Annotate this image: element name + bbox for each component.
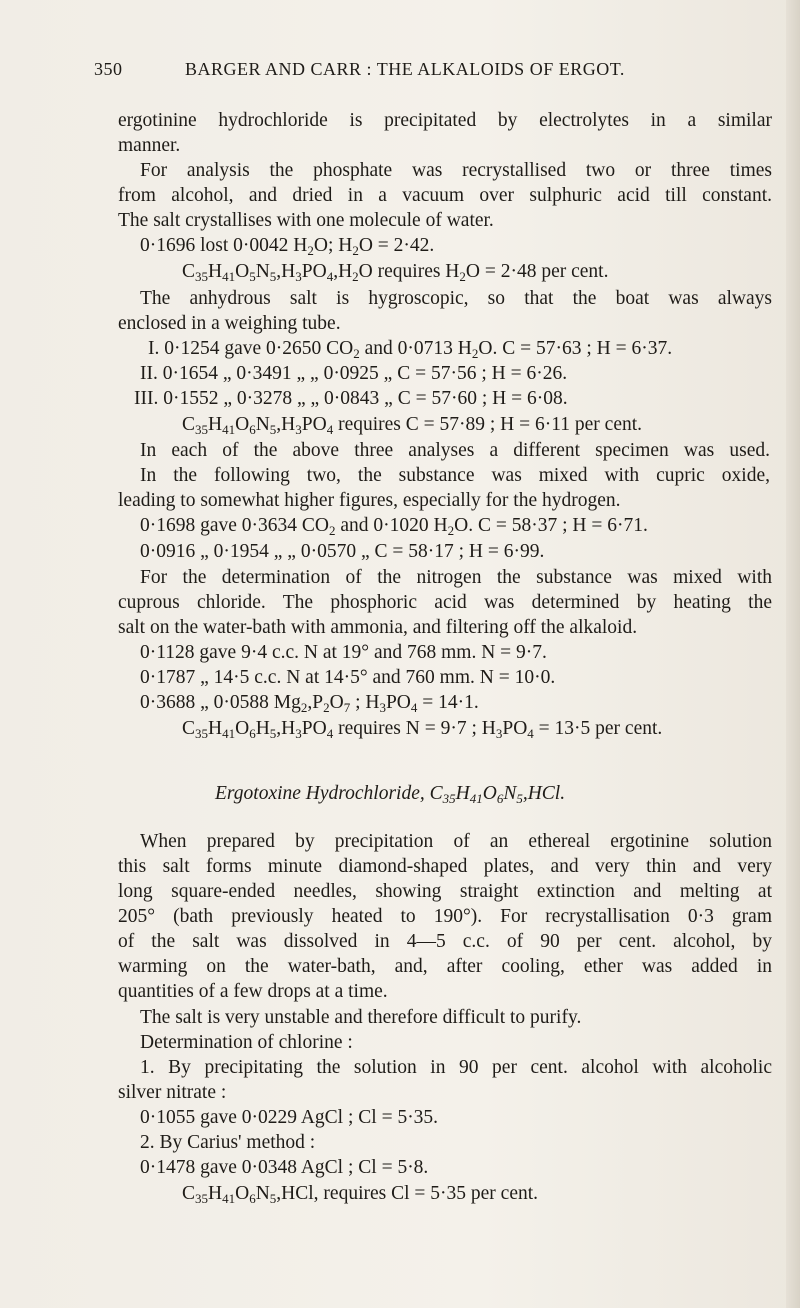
text-line: 0·0916 „ 0·1954 „ „ 0·0570 „ C = 58·17 ; H = 6·99. bbox=[140, 541, 545, 562]
text-line: quantities of a few drops at a time. bbox=[118, 981, 388, 1002]
text-line: $C_{35}H_{41}O_6N_5,HCl$, requires Cl = 5·35 per cent. bbox=[182, 1183, 539, 1206]
text-line: $C_{35}H_{41}O_6N_5,H_3PO_4$ requires C = 57·89 ; H = 6·11 per cent. bbox=[182, 414, 643, 437]
text-line: In each of the above three analyses a different specimen was used. bbox=[140, 440, 770, 461]
text-line: III. 0·1552 „ 0·3278 „ „ 0·0843 „ C = 57·60 ; H = 6·08. bbox=[134, 388, 568, 409]
text-line: $C_{35}H_{41}O_6H_5,H_3PO_4$ requires N = 9·7 ; $H_3PO_4 = 13\cdot 5$ per cent. bbox=[182, 718, 663, 741]
text-line: For analysis the phosphate was recrystallised two or three times bbox=[140, 160, 772, 181]
text-line: 0·1787 „ 14·5 c.c. N at 14·5° and 760 mm. N = 10·0. bbox=[140, 667, 556, 688]
text-line: II. 0·1654 „ 0·3491 „ „ 0·0925 „ C = 57·56 ; H = 6·26. bbox=[140, 363, 568, 384]
text-line: silver nitrate : bbox=[118, 1082, 227, 1103]
text-line: cuprous chloride. The phosphoric acid was determined by heating the bbox=[118, 592, 772, 613]
text-line: 0·1055 gave 0·0229 AgCl ; Cl = 5·35. bbox=[140, 1107, 439, 1128]
text-line: 1. By precipitating the solution in 90 per cent. alcohol with alcoholic bbox=[140, 1057, 772, 1078]
text-line: 0·1698 gave 0·3634 $CO_2$ and 0·1020 $H_2O$. C = 58·37 ; H = 6·71. bbox=[140, 515, 648, 538]
page-edge bbox=[786, 0, 800, 1308]
text-line: I. 0·1254 gave 0·2650 $CO_2$ and 0·0713 $H_2O$. C = 57·63 ; H = 6·37. bbox=[148, 338, 673, 361]
text-line: salt on the water-bath with ammonia, and filtering off the alkaloid. bbox=[118, 617, 638, 638]
text-line: In the following two, the substance was mixed with cupric oxide, bbox=[140, 465, 770, 486]
text-line: warming on the water-bath, and, after cooling, ether was added in bbox=[118, 956, 772, 977]
text-line: long square-ended needles, showing straight extinction and melting at bbox=[118, 881, 772, 902]
text-line: 2. By Carius' method : bbox=[140, 1132, 316, 1153]
text-line: The salt crystallises with one molecule of water. bbox=[118, 210, 494, 231]
text-line: For the determination of the nitrogen the substance was mixed with bbox=[140, 567, 772, 588]
text-line: 0·3688 „ 0·0588 $Mg_2,P_2O_7$ ; $H_3PO_4 = 14\cdot 1$. bbox=[140, 692, 479, 715]
text-line: 0·1478 gave 0·0348 AgCl ; Cl = 5·8. bbox=[140, 1157, 429, 1178]
text-line: $C_{35}H_{41}O_5N_5,H_3PO_4,H_2O$ requires $H_2O = 2\cdot 48$ per cent. bbox=[182, 261, 609, 284]
text-line: 0·1128 gave 9·4 c.c. N at 19° and 768 mm. N = 9·7. bbox=[140, 642, 547, 663]
text-line: The anhydrous salt is hygroscopic, so that the boat was always bbox=[140, 288, 772, 309]
text-line: manner. bbox=[118, 135, 181, 156]
text-line: of the salt was dissolved in 4—5 c.c. of 90 per cent. alcohol, by bbox=[118, 931, 772, 952]
section-title: Ergotoxine Hydrochloride, $C_{35}H_{41}O_6N_5,HCl$. bbox=[215, 783, 566, 806]
text-line: ergotinine hydrochloride is precipitated by electrolytes in a similar bbox=[118, 110, 772, 131]
text-line: enclosed in a weighing tube. bbox=[118, 313, 341, 334]
text-line: from alcohol, and dried in a vacuum over sulphuric acid till constant. bbox=[118, 185, 772, 206]
text-line: 0·1696 lost 0·0042 $H_2O$; $H_2O = 2\cdot 42$. bbox=[140, 235, 435, 258]
text-line: When prepared by precipitation of an ethereal ergotinine solution bbox=[140, 831, 772, 852]
text-line: this salt forms minute diamond-shaped plates, and very thin and very bbox=[118, 856, 772, 877]
running-title: BARGER AND CARR : THE ALKALOIDS OF ERGOT. bbox=[185, 59, 625, 79]
text-line: 205° (bath previously heated to 190°). For recrystallisation 0·3 gram bbox=[118, 906, 772, 927]
text-line: Determination of chlorine : bbox=[140, 1032, 353, 1053]
page-number: 350 bbox=[94, 59, 123, 79]
text-line: The salt is very unstable and therefore difficult to purify. bbox=[140, 1007, 582, 1028]
text-line: leading to somewhat higher figures, especially for the hydrogen. bbox=[118, 490, 621, 511]
